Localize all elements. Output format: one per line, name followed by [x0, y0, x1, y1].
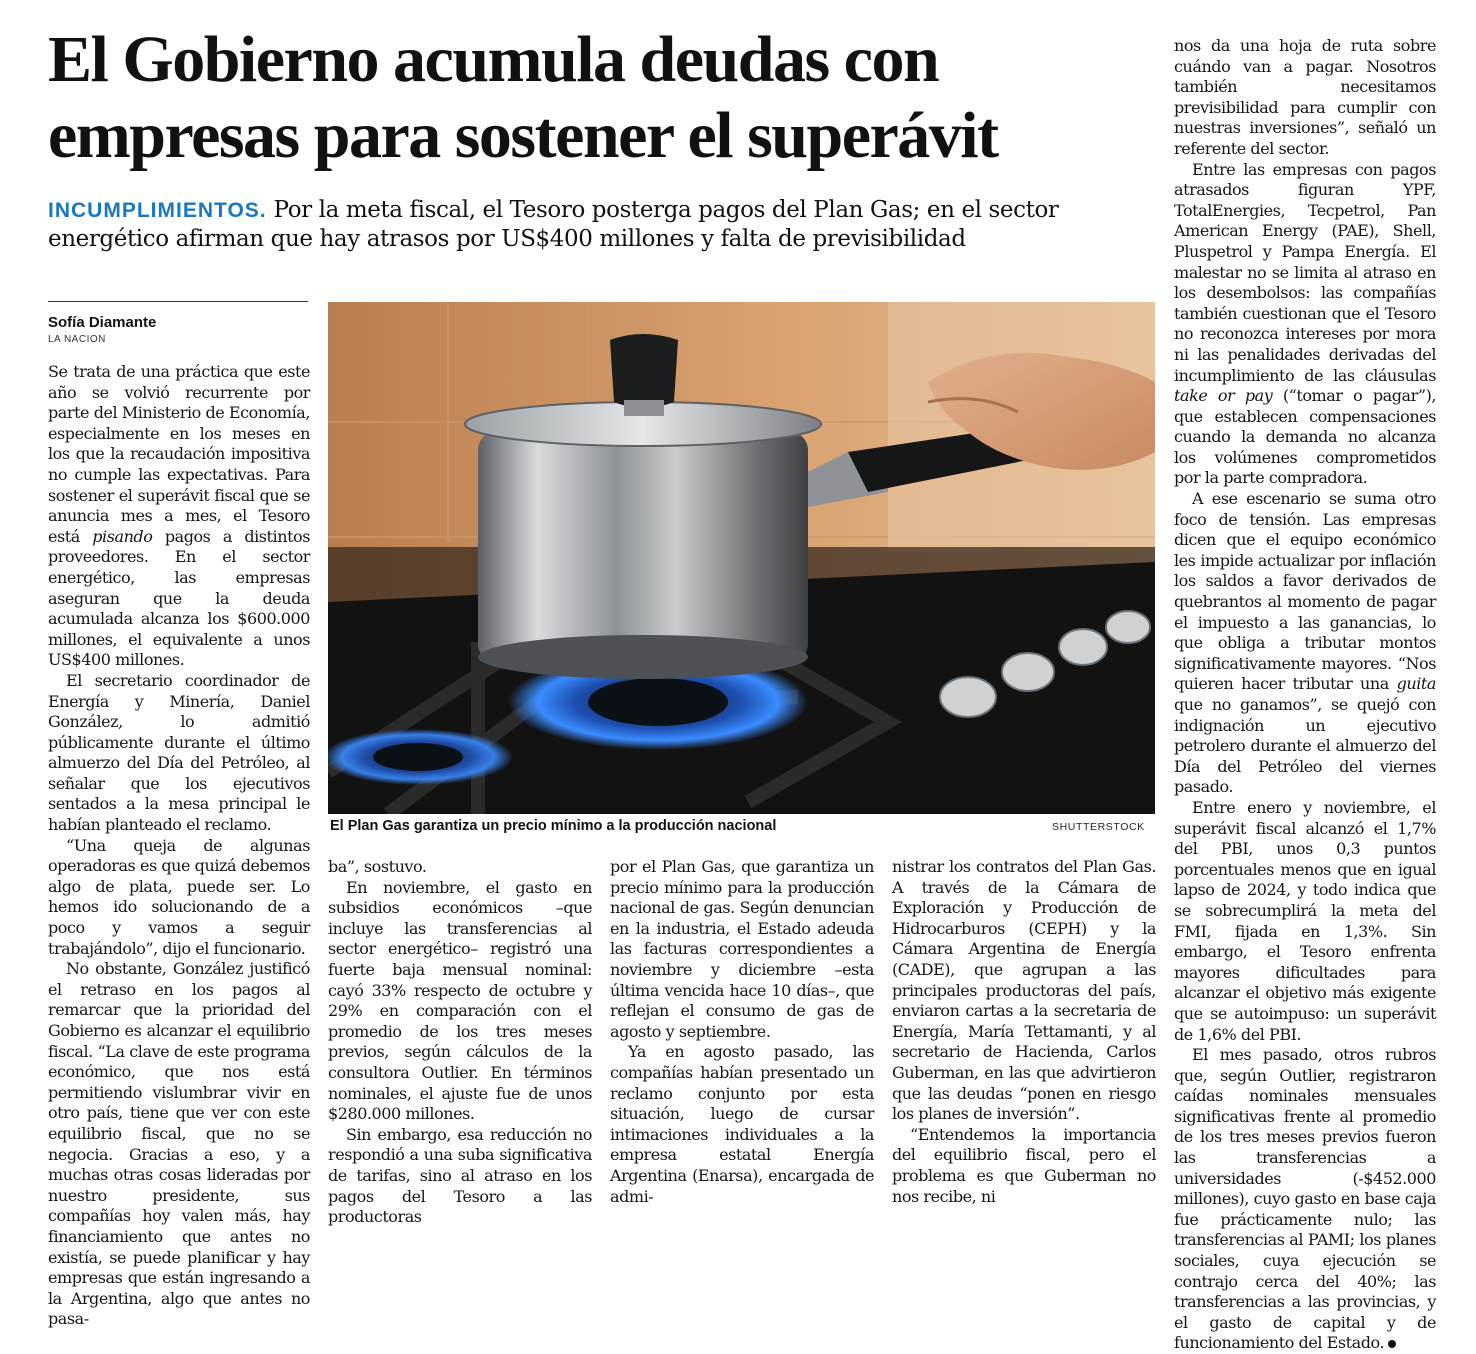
- headline: El Gobierno acumula deudas con empresas para sostener el superávit: [48, 23, 998, 172]
- photo-credit: SHUTTERSTOCK: [1052, 821, 1145, 833]
- emphasis: pisando: [92, 526, 153, 546]
- paragraph: En noviembre, el gasto en subsidios económicos –que incluye las transferencias al sector energético– registró una fuerte baja mensual nominal: cayó 33% respecto de octubre y 29% en comparación con el promedio de los tres meses previos, según cálculos de la consultora Outlier. En términos nominales, el ajuste fue de unos $280.000 millones.: [328, 877, 592, 1124]
- paragraph: No obstante, González justificó el retraso en los pagos al remarcar que la prioridad del Gobierno es alcanzar el equilibrio fiscal. “La clave de este programa económico, que nos está permitiendo vislumbrar vivir en otro país, tiene que ver con este equilibrio fiscal, que no se negocia. Gracias a eso, y a muchas otras cosas lideradas por nuestro presidente, sus compañías hoy valen más, hay financiamiento que antes no existía, se puede planificar y hay empresas que están ingresando a la Argentina, algo que antes no pasa-: [48, 959, 310, 1329]
- kicker: INCUMPLIMIENTOS.: [48, 199, 267, 222]
- emphasis: take or pay: [1174, 386, 1273, 406]
- paragraph: ba”, sostuvo.: [328, 857, 427, 876]
- paragraph: nistrar los contratos del Plan Gas. A través de la Cámara de Exploración y Producción de Hidrocarburos (CEPH) y la Cámara Argentina de Energía (CADE), que agrupan a las principales productoras del país, enviaron cartas a la secretaria de Energía, María Tettamanti, y al secretario de Hacienda, Carlos Guberman, en las que advirtieron que las deudas “ponen en riesgo los planes de inversión”.: [892, 857, 1156, 1124]
- text-run: pagos a distintos proveedores. En el sector energético, las empresas aseguran que la deuda acumulada alcanza los $600.000 millones, el equivalente a unos US$400 millones.: [48, 526, 310, 670]
- column-1: [48, 362, 310, 1330]
- end-of-article-mark: [1388, 1340, 1396, 1348]
- emphasis: guita: [1396, 674, 1436, 694]
- column-5: [1174, 36, 1436, 1354]
- deck-text: Por la meta fiscal, el Tesoro posterga pagos del Plan Gas; en el sector energético afirman que hay atrasos por US$400 millones y falta de previsibilidad: [48, 197, 1059, 252]
- paragraph: [1174, 160, 1436, 490]
- text-run: A ese escenario se suma otro foco de tensión. Las empresas dicen que el equipo económico les impide actualizar por inflación los saldos a favor derivados de quebrantos al momento de pagar el impuesto a las ganancias, lo que obliga a tributar montos significativamente mayores. “Nos quieren hacer tributar una: [1174, 489, 1436, 694]
- column-4: [892, 857, 1156, 1207]
- outlet-name: LA NACION: [48, 334, 106, 345]
- text-run: (“tomar o pagar”), que establecen compensaciones cuando la demanda no alcanza los volúmenes comprometidos por la parte compradora.: [1174, 386, 1436, 488]
- paragraph: Ya en agosto pasado, las compañías habían presentado un reclamo conjunto por esta situación, luego de cursar intimaciones individuales a la empresa estatal Energía Argentina (Enarsa), encargada de admi-: [610, 1042, 874, 1206]
- byline-rule: [48, 301, 308, 302]
- text-run: El mes pasado, otros rubros que, según Outlier, registraron caídas nominales mensuales significativas frente al promedio de los tres meses previos fueron las transferencias a universidades (-$452.000 millones), cuyo gasto en base caja fue prácticamente nulo; las transferencias al PAMI; los planes sociales, cuya ejecución se contrajo cerca del 40%; las transferencias a las provincias, y el gasto de capital y de funcionamiento del Estado.: [1174, 1045, 1436, 1353]
- deck: [48, 196, 1158, 254]
- text-run: Entre las empresas con pagos atrasados figuran YPF, TotalEnergies, Tecpetrol, Pan American Energy (PAE), Shell, Pluspetrol y Pampa Energía. El malestar no se limita al atraso en los desembolsos: las compañías también cuestionan que el Tesoro no reconozca intereses por mora ni las penalidades derivadas del incumplimiento de las cláusulas: [1174, 159, 1436, 385]
- paragraph: Sin embargo, esa reducción no respondió a una suba significativa de tarifas, sino al atraso en los pagos del Tesoro a las productoras: [328, 1124, 592, 1227]
- author-name: Sofía Diamante: [48, 314, 157, 331]
- paragraph: Entre enero y noviembre, el superávit fiscal alcanzó el 1,7% del PBI, unos 0,3 puntos porcentuales menos que en igual lapso de 2024, y todo indica que se sobrecumplirá la meta del FMI, fijada en 1,3%. Sin embargo, el Tesoro enfrenta mayores dificultades para alcanzar el objetivo más exigente que se autoimpuso: un superávit de 1,6% del PBI.: [1174, 797, 1436, 1044]
- paragraph: nos da una hoja de ruta sobre cuándo van a pagar. Nosotros también necesitamos previsibilidad para cumplir con nuestras inversiones”, señaló un referente del sector.: [1174, 36, 1436, 158]
- text-run: que no ganamos”, se quejó con indignación un ejecutivo petrolero durante el almuerzo del Día del Petróleo del viernes pasado.: [1174, 695, 1436, 797]
- stove-photo: [328, 302, 1155, 814]
- paragraph: [1174, 1045, 1436, 1354]
- paragraph: El secretario coordinador de Energía y Minería, Daniel González, lo admitió públicamente durante el último almuerzo del Día del Petróleo, al señalar que los ejecutivos sentados a la mesa principal le habían planteado el reclamo.: [48, 670, 310, 835]
- paragraph: por el Plan Gas, que garantiza un precio mínimo para la producción nacional de gas. Según denuncian en la industria, el Estado adeuda las facturas correspondientes a noviembre y diciembre –esta última vencida hace 10 días–, que reflejan el consumo de gas de agosto y septiembre.: [610, 857, 874, 1041]
- photo-caption: El Plan Gas garantiza un precio mínimo a la producción nacional: [330, 818, 777, 834]
- paragraph: [48, 362, 310, 671]
- paragraph: [1174, 489, 1436, 798]
- paragraph: “Una queja de algunas operadoras es que quizá debemos algo de plata, puede ser. Lo hemos ido solucionando de a poco y vamos a seguir trabajándolo”, dijo el funcionario.: [48, 835, 310, 958]
- column-3: [610, 857, 874, 1207]
- paragraph: “Entendemos la importancia del equilibrio fiscal, pero el problema es que Guberman no nos recibe, ni: [892, 1124, 1156, 1206]
- column-2: [328, 857, 592, 1228]
- text-run: Se trata de una práctica que este año se volvió recurrente por parte del Ministerio de Economía, especialmente en los meses en los que la recaudación impositiva no cumple las expectativas. Para sostener el superávit fiscal que se anuncia mes a mes, el Tesoro está: [48, 362, 310, 546]
